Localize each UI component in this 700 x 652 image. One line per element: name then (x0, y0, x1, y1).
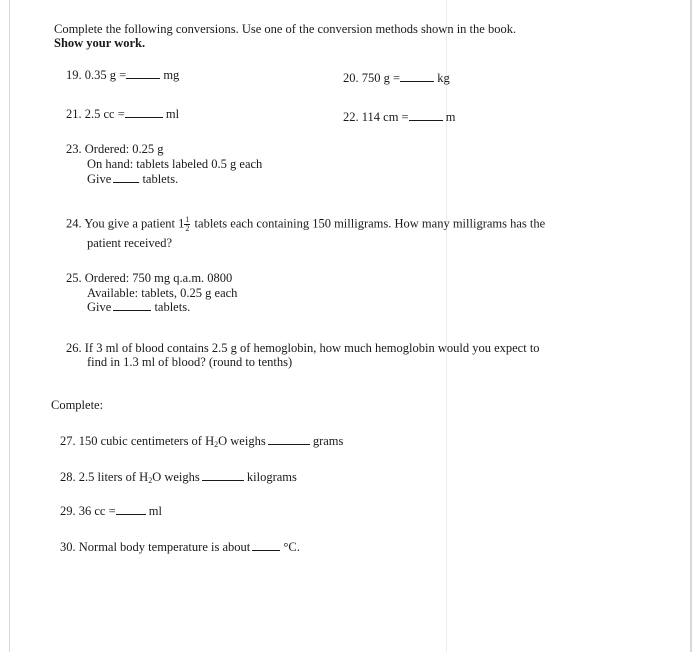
answer-blank[interactable] (116, 504, 146, 515)
unit-label: ml (148, 504, 162, 518)
question-24 (66, 216, 545, 233)
question-text-continued: tablets each containing 150 milligrams. How many milligrams has the (194, 216, 546, 231)
answer-blank[interactable] (113, 172, 139, 183)
question-text-continued: O weighs (218, 434, 266, 448)
question-24-line2: patient received? (87, 236, 173, 250)
question-23-line2: On hand: tablets labeled 0.5 g each (87, 157, 263, 171)
fraction-denominator: 2 (185, 224, 190, 233)
page-right-border (690, 0, 692, 652)
answer-blank[interactable] (113, 300, 151, 311)
give-label: Give (87, 172, 112, 186)
unit-label: mg (163, 68, 180, 82)
question-text: If 3 ml of blood contains 2.5 g of hemoglobin, how much hemoglobin would you expect to (84, 341, 540, 355)
question-27 (60, 434, 343, 449)
question-25-line2: Available: tablets, 0.25 g each (87, 286, 238, 300)
question-text: 750 g = (361, 71, 401, 85)
question-text: Ordered: 750 mg q.a.m. 0800 (84, 271, 233, 285)
answer-blank[interactable] (252, 540, 280, 551)
question-23 (66, 142, 164, 157)
question-text: You give a patient 1 (84, 216, 185, 231)
question-number: 25. (66, 271, 82, 285)
page-center-crease (446, 0, 447, 652)
unit-label: tablets. (154, 300, 191, 314)
give-label: Give (87, 300, 112, 314)
question-number: 23. (66, 142, 82, 156)
question-number: 24. (66, 216, 82, 231)
question-25-line3 (87, 300, 190, 315)
question-26-line2: find in 1.3 ml of blood? (round to tenths) (87, 355, 293, 369)
unit-label: kg (437, 71, 450, 85)
section-label-complete: Complete: (51, 398, 104, 412)
unit-label: m (445, 110, 456, 124)
question-text: Normal body temperature is about (78, 540, 251, 554)
answer-blank[interactable] (268, 434, 310, 445)
question-text: 36 cc = (78, 504, 116, 518)
question-number: 29. (60, 504, 76, 518)
fraction-numerator: 1 (185, 215, 190, 224)
answer-blank[interactable] (126, 68, 160, 79)
subscript: 2 (148, 476, 153, 485)
question-26 (66, 341, 540, 356)
question-25 (66, 271, 232, 286)
unit-label: °C. (283, 540, 300, 554)
question-20 (343, 71, 450, 86)
question-number: 19. (66, 68, 82, 82)
question-text: 2.5 cc = (84, 107, 125, 121)
question-text-continued: O weighs (152, 470, 200, 484)
page-left-border (9, 0, 10, 652)
answer-blank[interactable] (409, 110, 443, 121)
answer-blank[interactable] (400, 71, 434, 82)
question-21 (66, 107, 179, 122)
instructions-line: Complete the following conversions. Use one of the conversion methods shown in the book. (54, 22, 517, 36)
question-28 (60, 470, 297, 485)
question-22 (343, 110, 455, 125)
question-text: 2.5 liters of H (78, 470, 149, 484)
unit-label: kilograms (246, 470, 297, 484)
question-number: 26. (66, 341, 82, 355)
question-number: 28. (60, 470, 76, 484)
question-29 (60, 504, 162, 519)
question-30 (60, 540, 300, 555)
instructions-emphasis: Show your work. (54, 36, 146, 50)
question-number: 21. (66, 107, 82, 121)
question-23-line3 (87, 172, 178, 187)
question-text: 114 cm = (361, 110, 409, 124)
question-number: 22. (343, 110, 359, 124)
question-number: 27. (60, 434, 76, 448)
unit-label: grams (312, 434, 344, 448)
answer-blank[interactable] (202, 470, 244, 481)
question-19 (66, 68, 179, 83)
subscript: 2 (214, 440, 219, 449)
unit-label: ml (165, 107, 180, 121)
question-number: 20. (343, 71, 359, 85)
question-text: 0.35 g = (84, 68, 127, 82)
question-text: Ordered: 0.25 g (84, 142, 164, 156)
question-number: 30. (60, 540, 76, 554)
fraction-half (184, 216, 190, 233)
unit-label: tablets. (142, 172, 179, 186)
question-text: 150 cubic centimeters of H (78, 434, 215, 448)
answer-blank[interactable] (125, 107, 163, 118)
